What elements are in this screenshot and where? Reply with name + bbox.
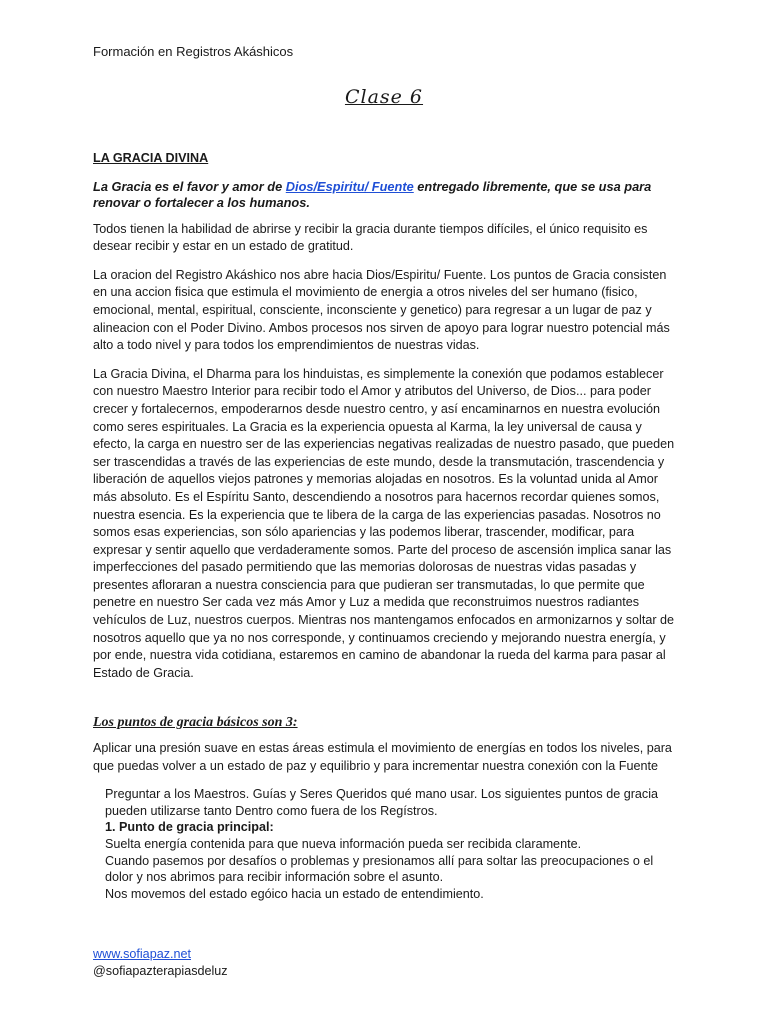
page-footer [93, 946, 228, 980]
page-header: Formación en Registros Akáshicos [93, 44, 294, 59]
page-title-text: Clase 6 [344, 86, 424, 108]
page-title [0, 86, 768, 108]
paragraph-4: Aplicar una presión suave en estas áreas estimula el movimiento de energías en todos los niveles, para que puedas volver a un estado de paz y equilibrio y para incrementar nuestra conexión con la Fuente [93, 741, 672, 773]
indent-line-1: Preguntar a los Maestros. Guías y Seres Queridos qué mano usar. Los siguientes puntos de gracia pueden utilizarse tanto Dentro como fuera de los Regístros. [105, 787, 659, 818]
section-heading-puntos-gracia: Los puntos de gracia básicos son 3: [93, 715, 298, 731]
website-link[interactable]: www.sofiapaz.net [93, 947, 192, 961]
paragraph-3: La Gracia Divina, el Dharma para los hinduistas, es simplemente la conexión que podamos establecer con nuestro Maestro Interior para recibir todo el Amor y atributos del Universo, de Dios... para poder crecer y fortalecernos, empoderarnos desde nuestro centro, y así encaminarnos en nuestra evolución como seres espirituales. La Gracia es la experiencia opuesta al Karma, la ley universal de causa y efecto, la carga en nuestro ser de las experiencias negativas realizadas de nuestro pasado, que pueden ser trascendidas a través de las experiencias de este mundo, desde la transmutación, trascendencia y liberación de aquellos viejos patrones y memorias alojadas en nosotros. Es la voluntad unida al Amor más absoluto. Es el Espíritu Santo, descendiendo a nosotros para hacernos recordar quienes somos, nuestra esencia. Es la experiencia que te libera de la carga de las experiencias pasadas. Nosotros no somos esas experiencias, son sólo apariencias y las podemos liberar, trascender, modificar, para expresar y sentir aquello que verdaderamente somos. Parte del proceso de ascensión implica sanar las imperfecciones del pasado permitiendo que las memorias dolorosas de nuestras vidas pasadas y presentes afloraran a nuestra consciencia para que pudieran ser transmutadas, lo que permite que penetre en nuestro Ser cada vez más Amor y Luz a medida que reconstruimos nuestros radiantes vehículos de Luz, nuestros cuerpos. Mientras nos mantengamos enfocados en armonizarnos y soltar de nosotros aquello que ya no nos corresponde, y continuamos creciendo y mejorando nuestra energía, y por ende, nuestra vida cotidiana, estaremos en camino de abandonar la rueda del karma para pasar al Estado de Gracia. [93, 366, 675, 680]
point-title: 1. Punto de gracia principal: [105, 820, 274, 835]
paragraph-2: La oracion del Registro Akáshico nos abre hacia Dios/Espiritu/ Fuente. Los puntos de Gracia consisten en una accion fisica que estimula el movimiento de energia a otros niveles del ser humano (fisico, emocional, mental, espiritual, consciente, inconsciente y genetico) para regresar a un lugar de paz y alineacion con el Poder Divino. Ambos procesos nos sirven de apoyo para lograr nuestro potencial más alto a todo nivel y para todos los emprendimientos de nuestras vidas. [93, 267, 670, 353]
dios-espiritu-fuente-link[interactable]: Dios/Espiritu/ Fuente [285, 178, 414, 194]
indent-line-2: Suelta energía contenida para que nueva información pueda ser recibida claramente. [105, 837, 582, 851]
social-handle: @sofiapazterapiasdeluz [93, 964, 228, 978]
lead-paragraph [93, 179, 678, 211]
paragraph-1: Todos tienen la habilidad de abrirse y recibir la gracia durante tiempos difíciles, el único requisito es desear recibir y estar en un estado de gratitud. [93, 221, 648, 254]
indented-block [93, 786, 678, 902]
section-heading-gracia-divina: LA GRACIA DIVINA [93, 151, 209, 165]
indent-line-3: Cuando pasemos por desafíos o problemas y presionamos allí para soltar las preocupaciones o el dolor y nos abrimos para recibir información sobre el asunto. [105, 853, 654, 885]
indent-line-4: Nos movemos del estado egóico hacia un estado de entendimiento. [105, 886, 484, 901]
main-content [93, 150, 678, 902]
lead-text-before: La Gracia es el favor y amor de [93, 178, 286, 194]
lead-text-after: entregado libremente, que se usa para renovar o fortalecer a los humanos. [93, 178, 652, 210]
